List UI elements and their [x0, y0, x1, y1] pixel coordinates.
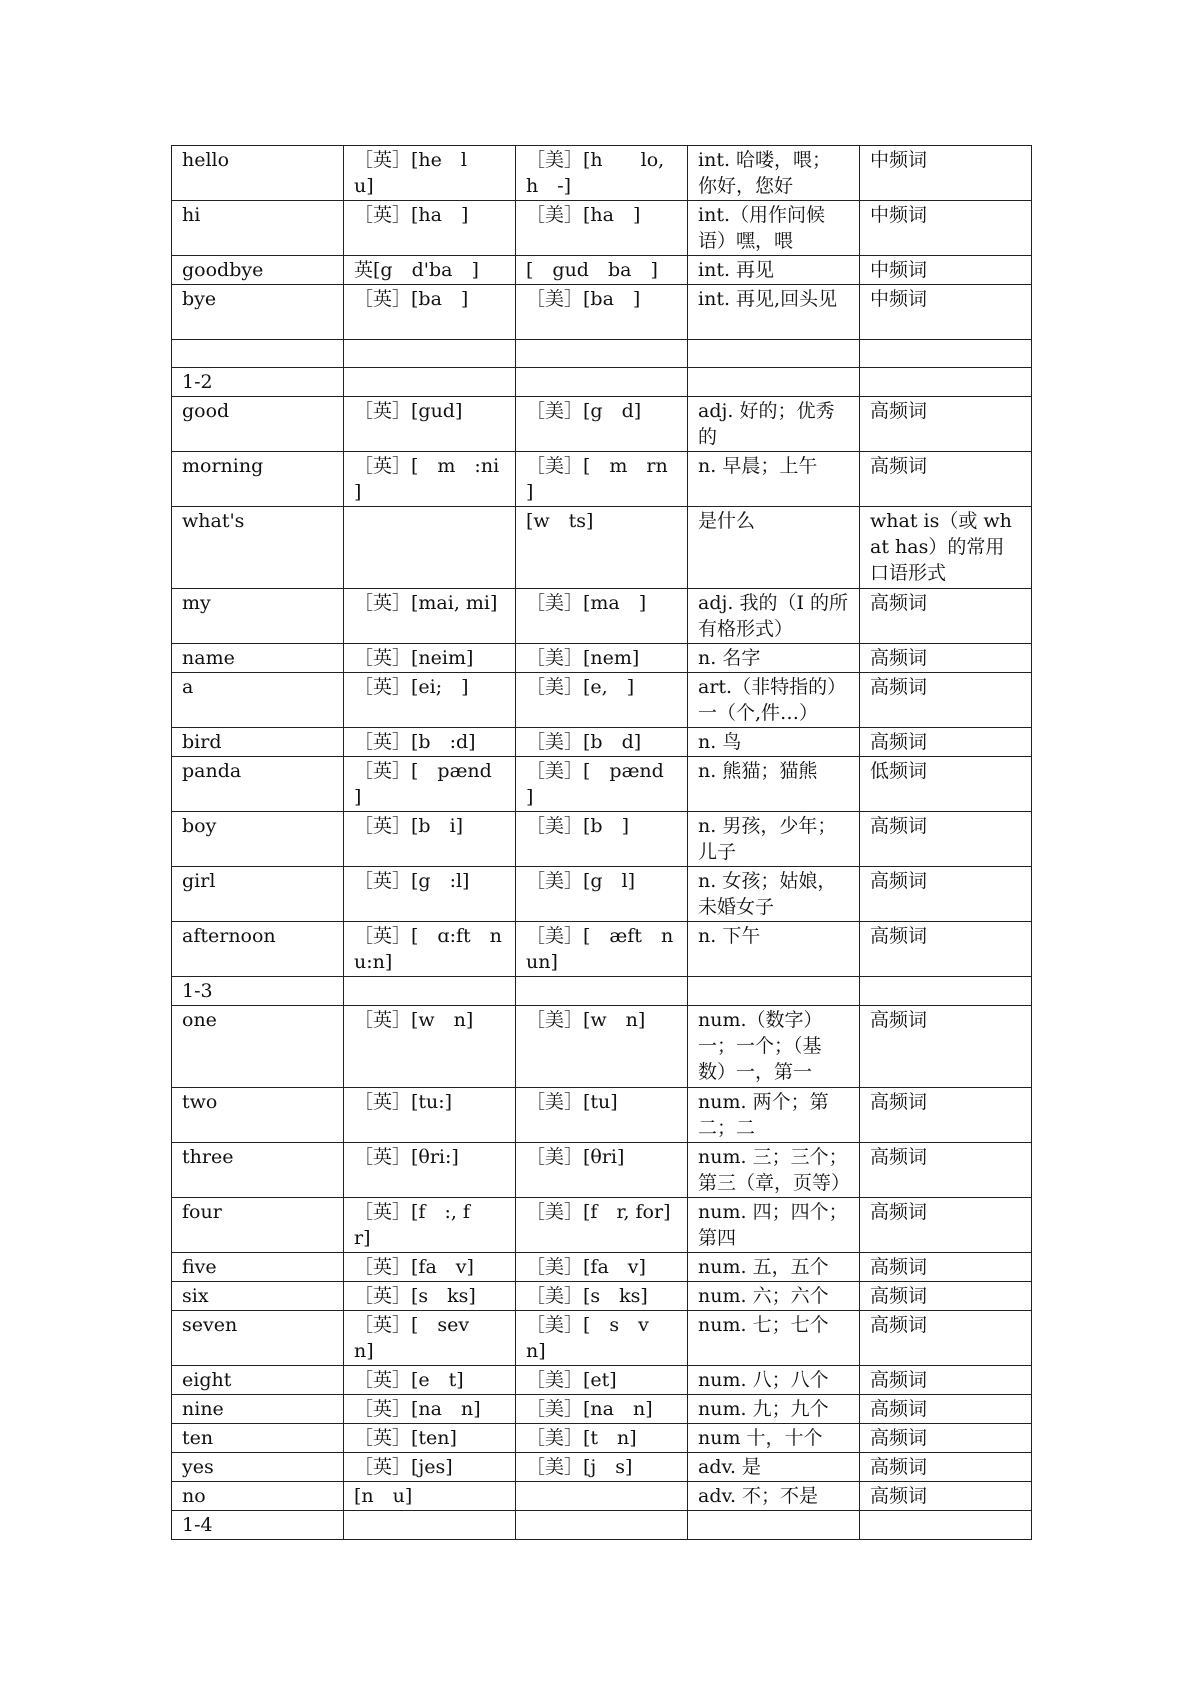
us-phonetic-cell: ［美］[ s v n]: [516, 1311, 688, 1366]
definition-cell: num. 八；八个: [688, 1366, 860, 1395]
table-row: [172, 285, 1032, 340]
table-row: [172, 340, 1032, 368]
us-phonetic-cell: ［美］[nem]: [516, 644, 688, 673]
us-phonetic-cell: ［美］[ pænd ]: [516, 757, 688, 812]
uk-phonetic-cell: ［英］[mai, mi]: [344, 589, 516, 644]
uk-phonetic-cell: ［英］[ten]: [344, 1424, 516, 1453]
frequency-cell: [860, 977, 1032, 1006]
definition-cell: n. 男孩，少年；儿子: [688, 812, 860, 867]
table-row: [172, 1088, 1032, 1143]
table-row: [172, 673, 1032, 728]
uk-phonetic-cell: ［英］[f :, f r]: [344, 1198, 516, 1253]
definition-cell: num. 五，五个: [688, 1253, 860, 1282]
frequency-cell: what is（或 what has）的常用口语形式: [860, 507, 1032, 589]
frequency-cell: 中频词: [860, 256, 1032, 285]
definition-cell: n. 名字: [688, 644, 860, 673]
table-row: [172, 1511, 1032, 1540]
uk-phonetic-cell: [344, 1511, 516, 1540]
uk-phonetic-cell: ［英］[he l u]: [344, 146, 516, 201]
table-row: [172, 922, 1032, 977]
definition-cell: num 十，十个: [688, 1424, 860, 1453]
us-phonetic-cell: [w ts]: [516, 507, 688, 589]
frequency-cell: 高频词: [860, 922, 1032, 977]
frequency-cell: 中频词: [860, 146, 1032, 201]
us-phonetic-cell: ［美］[b ]: [516, 812, 688, 867]
us-phonetic-cell: ［美］[j s]: [516, 1453, 688, 1482]
word-cell: seven: [172, 1311, 344, 1366]
definition-cell: num.（数字）一；一个；（基数）一，第一: [688, 1006, 860, 1088]
uk-phonetic-cell: ［英］[e t]: [344, 1366, 516, 1395]
us-phonetic-cell: ［美］[θri]: [516, 1143, 688, 1198]
frequency-cell: 高频词: [860, 1424, 1032, 1453]
word-cell: girl: [172, 867, 344, 922]
us-phonetic-cell: [ gud ba ]: [516, 256, 688, 285]
word-cell: yes: [172, 1453, 344, 1482]
table-row: [172, 368, 1032, 397]
us-phonetic-cell: ［美］[ba ]: [516, 285, 688, 340]
us-phonetic-cell: ［美］[h lo, h -]: [516, 146, 688, 201]
definition-cell: [688, 977, 860, 1006]
definition-cell: int. 再见: [688, 256, 860, 285]
us-phonetic-cell: ［美］[b d]: [516, 728, 688, 757]
frequency-cell: 高频词: [860, 1282, 1032, 1311]
us-phonetic-cell: ［美］[ma ]: [516, 589, 688, 644]
uk-phonetic-cell: ［英］[b i]: [344, 812, 516, 867]
definition-cell: adj. 好的；优秀的: [688, 397, 860, 452]
us-phonetic-cell: ［美］[t n]: [516, 1424, 688, 1453]
uk-phonetic-cell: ［英］[b :d]: [344, 728, 516, 757]
table-row: [172, 1453, 1032, 1482]
word-cell: my: [172, 589, 344, 644]
table-row: [172, 201, 1032, 256]
word-cell: ten: [172, 1424, 344, 1453]
uk-phonetic-cell: ［英］[g :l]: [344, 867, 516, 922]
uk-phonetic-cell: [344, 340, 516, 368]
definition-cell: num. 两个；第二；二: [688, 1088, 860, 1143]
definition-cell: 是什么: [688, 507, 860, 589]
word-cell: morning: [172, 452, 344, 507]
table-row: [172, 977, 1032, 1006]
word-cell: hi: [172, 201, 344, 256]
frequency-cell: 高频词: [860, 1253, 1032, 1282]
definition-cell: n. 早晨；上午: [688, 452, 860, 507]
us-phonetic-cell: ［美］[et]: [516, 1366, 688, 1395]
word-cell: 1-4: [172, 1511, 344, 1540]
us-phonetic-cell: ［美］[g l]: [516, 867, 688, 922]
word-cell: four: [172, 1198, 344, 1253]
frequency-cell: 高频词: [860, 452, 1032, 507]
word-cell: five: [172, 1253, 344, 1282]
uk-phonetic-cell: ［英］[w n]: [344, 1006, 516, 1088]
definition-cell: [688, 368, 860, 397]
us-phonetic-cell: ［美］[g d]: [516, 397, 688, 452]
vocabulary-table-body: [172, 146, 1032, 1540]
vocabulary-table: [171, 145, 1032, 1540]
word-cell: hello: [172, 146, 344, 201]
frequency-cell: [860, 368, 1032, 397]
us-phonetic-cell: ［美］[s ks]: [516, 1282, 688, 1311]
table-row: [172, 1311, 1032, 1366]
uk-phonetic-cell: ［英］[fa v]: [344, 1253, 516, 1282]
uk-phonetic-cell: ［英］[ ɑ:ft nu:n]: [344, 922, 516, 977]
frequency-cell: 高频词: [860, 1006, 1032, 1088]
definition-cell: num. 四；四个；第四: [688, 1198, 860, 1253]
uk-phonetic-cell: ［英］[tu:]: [344, 1088, 516, 1143]
uk-phonetic-cell: 英[g d'ba ]: [344, 256, 516, 285]
uk-phonetic-cell: ［英］[na n]: [344, 1395, 516, 1424]
table-row: [172, 1253, 1032, 1282]
uk-phonetic-cell: [344, 977, 516, 1006]
us-phonetic-cell: ［美］[fa v]: [516, 1253, 688, 1282]
frequency-cell: 高频词: [860, 1088, 1032, 1143]
word-cell: a: [172, 673, 344, 728]
word-cell: goodbye: [172, 256, 344, 285]
word-cell: nine: [172, 1395, 344, 1424]
definition-cell: int. 哈喽，喂；你好，您好: [688, 146, 860, 201]
table-row: [172, 728, 1032, 757]
definition-cell: [688, 340, 860, 368]
table-row: [172, 507, 1032, 589]
uk-phonetic-cell: [344, 368, 516, 397]
uk-phonetic-cell: ［英］[ba ]: [344, 285, 516, 340]
frequency-cell: 低频词: [860, 757, 1032, 812]
table-row: [172, 1282, 1032, 1311]
table-row: [172, 1198, 1032, 1253]
frequency-cell: [860, 340, 1032, 368]
frequency-cell: 高频词: [860, 644, 1032, 673]
frequency-cell: 高频词: [860, 589, 1032, 644]
uk-phonetic-cell: ［英］[ei; ]: [344, 673, 516, 728]
uk-phonetic-cell: ［英］[ sev n]: [344, 1311, 516, 1366]
definition-cell: art.（非特指的）一（个,件…）: [688, 673, 860, 728]
definition-cell: num. 七；七个: [688, 1311, 860, 1366]
definition-cell: num. 三；三个；第三（章，页等）: [688, 1143, 860, 1198]
definition-cell: n. 鸟: [688, 728, 860, 757]
frequency-cell: 高频词: [860, 1453, 1032, 1482]
word-cell: afternoon: [172, 922, 344, 977]
definition-cell: num. 六；六个: [688, 1282, 860, 1311]
definition-cell: n. 女孩；姑娘，未婚女子: [688, 867, 860, 922]
frequency-cell: 高频词: [860, 1395, 1032, 1424]
us-phonetic-cell: [516, 1511, 688, 1540]
word-cell: one: [172, 1006, 344, 1088]
us-phonetic-cell: ［美］[ æft nun]: [516, 922, 688, 977]
word-cell: three: [172, 1143, 344, 1198]
frequency-cell: 中频词: [860, 201, 1032, 256]
table-row: [172, 589, 1032, 644]
table-row: [172, 644, 1032, 673]
frequency-cell: 高频词: [860, 1311, 1032, 1366]
uk-phonetic-cell: [n u]: [344, 1482, 516, 1511]
word-cell: 1-3: [172, 977, 344, 1006]
us-phonetic-cell: ［美］[na n]: [516, 1395, 688, 1424]
us-phonetic-cell: [516, 368, 688, 397]
us-phonetic-cell: ［美］[f r, for]: [516, 1198, 688, 1253]
word-cell: 1-2: [172, 368, 344, 397]
us-phonetic-cell: [516, 977, 688, 1006]
frequency-cell: 高频词: [860, 1198, 1032, 1253]
table-row: [172, 867, 1032, 922]
definition-cell: adj. 我的（I 的所有格形式）: [688, 589, 860, 644]
frequency-cell: 中频词: [860, 285, 1032, 340]
word-cell: panda: [172, 757, 344, 812]
frequency-cell: 高频词: [860, 728, 1032, 757]
us-phonetic-cell: ［美］[ha ]: [516, 201, 688, 256]
frequency-cell: [860, 1511, 1032, 1540]
uk-phonetic-cell: ［英］[θri:]: [344, 1143, 516, 1198]
definition-cell: int.（用作问候语）嘿，喂: [688, 201, 860, 256]
word-cell: name: [172, 644, 344, 673]
word-cell: six: [172, 1282, 344, 1311]
frequency-cell: 高频词: [860, 397, 1032, 452]
frequency-cell: 高频词: [860, 1366, 1032, 1395]
word-cell: good: [172, 397, 344, 452]
definition-cell: num. 九；九个: [688, 1395, 860, 1424]
uk-phonetic-cell: ［英］[ m :ni ]: [344, 452, 516, 507]
us-phonetic-cell: ［美］[tu]: [516, 1088, 688, 1143]
table-row: [172, 397, 1032, 452]
definition-cell: adv. 不；不是: [688, 1482, 860, 1511]
definition-cell: n. 下午: [688, 922, 860, 977]
word-cell: [172, 340, 344, 368]
definition-cell: n. 熊猫；猫熊: [688, 757, 860, 812]
table-row: [172, 1006, 1032, 1088]
frequency-cell: 高频词: [860, 812, 1032, 867]
word-cell: bye: [172, 285, 344, 340]
us-phonetic-cell: ［美］[w n]: [516, 1006, 688, 1088]
uk-phonetic-cell: [344, 507, 516, 589]
word-cell: what's: [172, 507, 344, 589]
table-row: [172, 256, 1032, 285]
table-row: [172, 1482, 1032, 1511]
frequency-cell: 高频词: [860, 1143, 1032, 1198]
table-row: [172, 452, 1032, 507]
uk-phonetic-cell: ［英］[neim]: [344, 644, 516, 673]
word-cell: no: [172, 1482, 344, 1511]
uk-phonetic-cell: ［英］[jes]: [344, 1453, 516, 1482]
word-cell: two: [172, 1088, 344, 1143]
us-phonetic-cell: ［美］[ m rn ]: [516, 452, 688, 507]
us-phonetic-cell: ［美］[e, ]: [516, 673, 688, 728]
definition-cell: adv. 是: [688, 1453, 860, 1482]
us-phonetic-cell: [516, 1482, 688, 1511]
table-row: [172, 1143, 1032, 1198]
frequency-cell: 高频词: [860, 1482, 1032, 1511]
table-row: [172, 1424, 1032, 1453]
uk-phonetic-cell: ［英］[ pænd ]: [344, 757, 516, 812]
table-row: [172, 1395, 1032, 1424]
frequency-cell: 高频词: [860, 673, 1032, 728]
word-cell: bird: [172, 728, 344, 757]
frequency-cell: 高频词: [860, 867, 1032, 922]
table-row: [172, 1366, 1032, 1395]
table-row: [172, 812, 1032, 867]
definition-cell: [688, 1511, 860, 1540]
uk-phonetic-cell: ［英］[s ks]: [344, 1282, 516, 1311]
uk-phonetic-cell: ［英］[ha ]: [344, 201, 516, 256]
word-cell: eight: [172, 1366, 344, 1395]
uk-phonetic-cell: ［英］[gud]: [344, 397, 516, 452]
word-cell: boy: [172, 812, 344, 867]
table-row: [172, 757, 1032, 812]
definition-cell: int. 再见,回头见: [688, 285, 860, 340]
table-row: [172, 146, 1032, 201]
us-phonetic-cell: [516, 340, 688, 368]
